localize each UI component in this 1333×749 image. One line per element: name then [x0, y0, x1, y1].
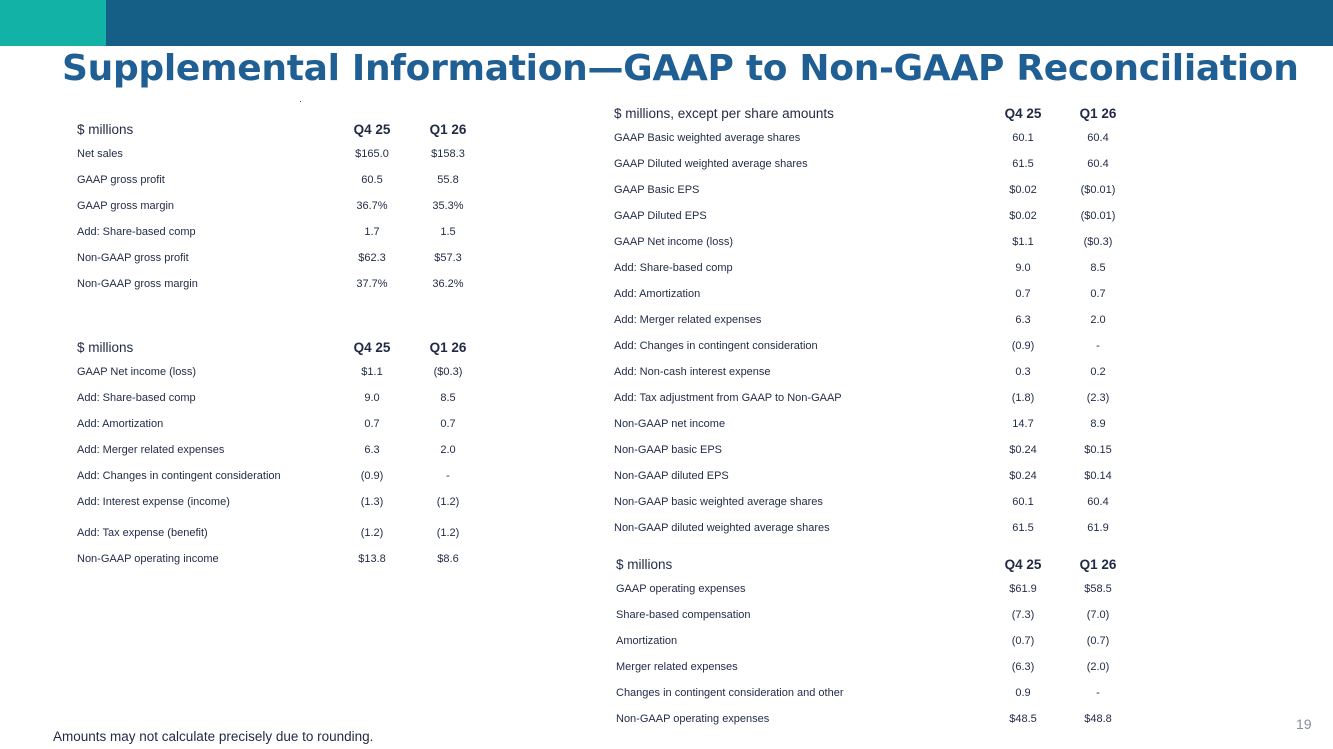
table-row [77, 252, 477, 278]
table-row [614, 158, 1134, 184]
value-q1-26: $57.3 [434, 252, 462, 264]
value-q4-25: $48.5 [1009, 713, 1037, 725]
value-q4-25: 37.7% [356, 278, 388, 290]
row-label: Non-GAAP gross margin [77, 278, 198, 290]
value-q1-26: 1.5 [440, 226, 456, 238]
value-q4-25: 1.7 [364, 226, 380, 238]
value-q1-26: 60.4 [1087, 158, 1109, 170]
value-q1-26: 8.5 [440, 392, 456, 404]
row-label: Add: Changes in contingent consideration [614, 340, 818, 352]
table-row [616, 661, 1136, 687]
value-q4-25: 9.0 [364, 392, 380, 404]
top-banner [0, 0, 1333, 46]
operating-expenses-table [616, 557, 1136, 739]
row-label: GAAP Basic weighted average shares [614, 132, 801, 144]
table-row [77, 148, 477, 174]
table-row [614, 496, 1134, 522]
row-label: GAAP gross profit [77, 174, 165, 186]
table-row [614, 470, 1134, 496]
value-q4-25: $13.8 [358, 553, 386, 565]
row-label: GAAP Diluted EPS [614, 210, 707, 222]
table-row [614, 262, 1134, 288]
value-q4-25: $0.24 [1009, 470, 1037, 482]
table-row [614, 444, 1134, 470]
value-q1-26: $0.15 [1084, 444, 1112, 456]
row-label: Merger related expenses [616, 661, 738, 673]
value-q1-26: 8.9 [1090, 418, 1106, 430]
header-col-q4-25: Q4 25 [353, 340, 391, 355]
value-q4-25: $0.02 [1009, 184, 1037, 196]
header-col-q4-25: Q4 25 [353, 122, 391, 137]
header-label: $ millions, except per share amounts [614, 106, 834, 121]
table-row [77, 553, 477, 579]
row-label: Add: Amortization [77, 418, 164, 430]
page-title: Supplemental Information—GAAP to Non-GAAP Reconciliation [62, 48, 1299, 89]
row-label: Non-GAAP basic weighted average shares [614, 496, 823, 508]
header-col-q4-25: Q4 25 [1004, 557, 1042, 572]
value-q1-26: (0.7) [1086, 635, 1110, 647]
table-row [614, 132, 1134, 158]
table-row [614, 418, 1134, 444]
table-row [77, 418, 477, 444]
row-label: Changes in contingent consideration and other [616, 687, 844, 699]
value-q1-26: 36.2% [432, 278, 464, 290]
value-q4-25: (0.9) [1011, 340, 1035, 352]
value-q1-26: 55.8 [437, 174, 459, 186]
value-q4-25: 60.5 [361, 174, 383, 186]
row-label: Add: Share-based comp [77, 226, 196, 238]
header-col-q1-26: Q1 26 [1079, 106, 1117, 121]
value-q4-25: 61.5 [1012, 158, 1034, 170]
table-row [616, 635, 1136, 661]
table-header [614, 106, 1134, 132]
table-row [616, 609, 1136, 635]
value-q4-25: $0.24 [1009, 444, 1037, 456]
value-q4-25: 36.7% [356, 200, 388, 212]
value-q4-25: 0.3 [1015, 366, 1031, 378]
table-row [77, 366, 477, 392]
value-q1-26: $58.5 [1084, 583, 1112, 595]
row-label: GAAP Net income (loss) [614, 236, 734, 248]
table-row [614, 340, 1134, 366]
value-q1-26: $158.3 [431, 148, 465, 160]
row-label: Non-GAAP net income [614, 418, 726, 430]
value-q1-26: ($0.3) [1083, 236, 1113, 248]
value-q4-25: $1.1 [361, 366, 383, 378]
table-row [77, 470, 477, 496]
value-q4-25: 60.1 [1012, 132, 1034, 144]
value-q4-25: $62.3 [358, 252, 386, 264]
row-label: Add: Interest expense (income) [77, 496, 230, 508]
value-q4-25: 6.3 [1015, 314, 1031, 326]
value-q1-26: (1.2) [436, 496, 460, 508]
value-q1-26: 61.9 [1087, 522, 1109, 534]
row-label: Non-GAAP gross profit [77, 252, 189, 264]
banner-accent [0, 0, 106, 46]
value-q4-25: 14.7 [1012, 418, 1034, 430]
value-q1-26: (7.0) [1086, 609, 1110, 621]
row-label: Non-GAAP diluted EPS [614, 470, 729, 482]
row-label: Add: Non-cash interest expense [614, 366, 771, 378]
table-row [614, 314, 1134, 340]
value-q1-26: (2.0) [1086, 661, 1110, 673]
value-q4-25: $1.1 [1012, 236, 1034, 248]
value-q1-26: 60.4 [1087, 496, 1109, 508]
row-label: Add: Amortization [614, 288, 701, 300]
row-label: GAAP Basic EPS [614, 184, 700, 196]
value-q4-25: 0.7 [1015, 288, 1031, 300]
value-q4-25: (6.3) [1011, 661, 1035, 673]
row-label: Add: Merger related expenses [77, 444, 225, 456]
value-q1-26: ($0.01) [1080, 184, 1116, 196]
value-q4-25: 6.3 [364, 444, 380, 456]
value-q1-26: - [446, 470, 450, 482]
table-row [614, 288, 1134, 314]
page-number: 19 [1296, 716, 1312, 732]
table-row [614, 210, 1134, 236]
table-row [614, 366, 1134, 392]
row-label: GAAP Diluted weighted average shares [614, 158, 808, 170]
value-q1-26: 35.3% [432, 200, 464, 212]
table-row [616, 687, 1136, 713]
row-label: Share-based compensation [616, 609, 751, 621]
table-row [614, 184, 1134, 210]
table-row [77, 278, 477, 304]
row-label: Add: Tax adjustment from GAAP to Non-GAAP [614, 392, 842, 404]
row-label: Non-GAAP operating expenses [616, 713, 770, 725]
value-q4-25: (0.7) [1011, 635, 1035, 647]
table-row [614, 522, 1134, 548]
row-label: Add: Tax expense (benefit) [77, 527, 208, 539]
value-q4-25: 61.5 [1012, 522, 1034, 534]
value-q1-26: $8.6 [437, 553, 459, 565]
header-label: $ millions [77, 340, 134, 355]
table-row [77, 496, 477, 527]
value-q4-25: $165.0 [355, 148, 389, 160]
value-q1-26: (2.3) [1086, 392, 1110, 404]
value-q1-26: 8.5 [1090, 262, 1106, 274]
row-label: Non-GAAP basic EPS [614, 444, 723, 456]
value-q4-25: $0.02 [1009, 210, 1037, 222]
header-label: $ millions [616, 557, 673, 572]
table-row [77, 444, 477, 470]
table-row [77, 174, 477, 200]
table-header [616, 557, 1136, 583]
header-col-q1-26: Q1 26 [1079, 557, 1117, 572]
row-label: Add: Share-based comp [614, 262, 733, 274]
operating-income-table [77, 340, 477, 579]
value-q1-26: - [1096, 340, 1100, 352]
header-col-q1-26: Q1 26 [429, 122, 467, 137]
value-q1-26: $48.8 [1084, 713, 1112, 725]
row-label: GAAP gross margin [77, 200, 175, 212]
table-row [77, 392, 477, 418]
table-header [77, 122, 477, 148]
row-label: GAAP operating expenses [616, 583, 746, 595]
value-q1-26: 60.4 [1087, 132, 1109, 144]
value-q4-25: (1.2) [360, 527, 384, 539]
value-q4-25: $61.9 [1009, 583, 1037, 595]
row-label: Add: Share-based comp [77, 392, 196, 404]
value-q1-26: 0.7 [440, 418, 456, 430]
value-q1-26: ($0.3) [433, 366, 463, 378]
value-q1-26: 2.0 [440, 444, 456, 456]
row-label: Net sales [77, 148, 123, 160]
gross-margin-table [77, 122, 477, 304]
value-q1-26: 0.7 [1090, 288, 1106, 300]
row-label: Add: Merger related expenses [614, 314, 762, 326]
table-row [77, 527, 477, 553]
row-label: Add: Changes in contingent consideration [77, 470, 281, 482]
value-q4-25: 60.1 [1012, 496, 1034, 508]
stray-dot [300, 101, 301, 102]
table-row [77, 200, 477, 226]
value-q1-26: 0.2 [1090, 366, 1106, 378]
rounding-footnote: Amounts may not calculate precisely due to rounding. [53, 729, 374, 744]
table-row [616, 713, 1136, 739]
value-q4-25: (1.3) [360, 496, 384, 508]
value-q1-26: $0.14 [1084, 470, 1112, 482]
header-col-q4-25: Q4 25 [1004, 106, 1042, 121]
header-col-q1-26: Q1 26 [429, 340, 467, 355]
value-q4-25: (1.8) [1011, 392, 1035, 404]
row-label: Non-GAAP diluted weighted average shares [614, 522, 830, 534]
header-label: $ millions [77, 122, 134, 137]
value-q1-26: 2.0 [1090, 314, 1106, 326]
net-income-eps-table [614, 106, 1134, 548]
row-label: Amortization [616, 635, 678, 647]
value-q1-26: - [1096, 687, 1100, 699]
table-row [77, 226, 477, 252]
value-q1-26: ($0.01) [1080, 210, 1116, 222]
value-q1-26: (1.2) [436, 527, 460, 539]
table-row [614, 392, 1134, 418]
value-q4-25: 9.0 [1015, 262, 1031, 274]
row-label: GAAP Net income (loss) [77, 366, 197, 378]
value-q4-25: (0.9) [360, 470, 384, 482]
table-row [616, 583, 1136, 609]
value-q4-25: (7.3) [1011, 609, 1035, 621]
table-header [77, 340, 477, 366]
row-label: Non-GAAP operating income [77, 553, 219, 565]
value-q4-25: 0.9 [1015, 687, 1031, 699]
table-row [614, 236, 1134, 262]
value-q4-25: 0.7 [364, 418, 380, 430]
